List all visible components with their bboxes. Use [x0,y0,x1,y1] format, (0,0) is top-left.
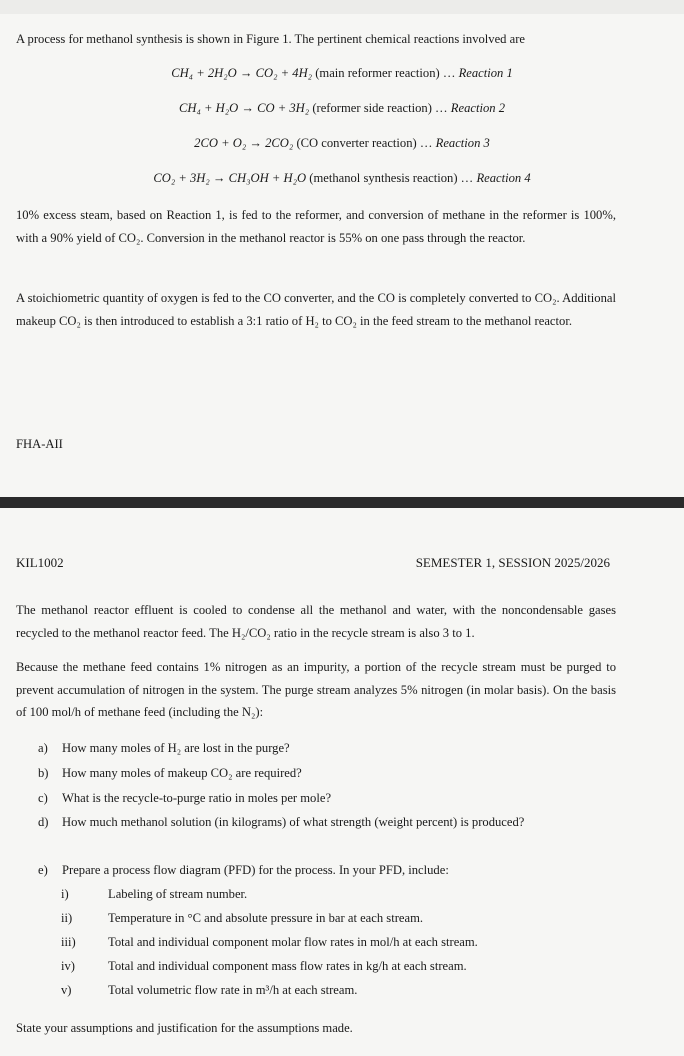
page-1 [0,0,684,497]
reaction-2 [0,101,684,116]
reaction-4-desc: (methanol synthesis reaction) … [309,171,474,185]
reaction-4-tag: Reaction 4 [476,171,531,185]
subitem-iii-text: Total and individual component molar flow rates in mol/h at each stream. [108,935,478,949]
subitem-iii-label: iii) [61,935,76,949]
subitem-i-label: i) [61,887,69,901]
reaction-2-equation: CH₄ + H₂O → CO + 3H₂ [178,101,310,115]
subitem-v-label: v) [61,983,72,997]
reaction-2-desc: (reformer side reaction) … [312,101,448,115]
page-separator [0,497,684,508]
effluent-paragraph: The methanol reactor effluent is cooled to condense all the methanol and water, with the noncondensable gases recycled to the methanol reactor feed. The H₂/CO₂ ratio in the recycle stream is also 3 to 1. [16,603,616,640]
subitem-v [61,983,357,998]
subitem-i-text: Labeling of stream number. [108,887,248,901]
subitem-iv-text: Total and individual component mass flow rates in kg/h at each stream. [108,959,467,973]
reaction-1-tag: Reaction 1 [458,66,513,80]
intro-text: A process for methanol synthesis is shown in Figure 1. The pertinent chemical reactions involved are [16,32,525,46]
subitem-ii-label: ii) [61,911,73,925]
reaction-3-tag: Reaction 3 [435,136,490,150]
reaction-3-desc: (CO converter reaction) … [296,136,433,150]
question-b-label: b) [38,766,49,780]
reaction-1 [0,66,684,81]
question-e-text: Prepare a process flow diagram (PFD) for the process. In your PFD, include: [62,863,449,877]
reaction-4-equation: CO₂ + 3H₂ → CH₃OH + H₂O [153,171,307,185]
reaction-4 [0,171,684,186]
closing-instruction: State your assumptions and justification for the assumptions made. [16,1021,353,1035]
question-b-text: How many moles of makeup CO₂ are required? [62,766,302,780]
question-d-label: d) [38,815,49,829]
question-a-label: a) [38,741,48,755]
subitem-iii [61,935,478,950]
question-d [38,815,524,830]
semester-session: SEMESTER 1, SESSION 2025/2026 [415,555,610,570]
question-c [38,791,331,806]
question-c-text: What is the recycle-to-purge ratio in moles per mole? [62,791,332,805]
question-a [38,741,290,756]
reaction-3 [0,136,684,151]
subitem-iv [61,959,467,974]
subitem-v-text: Total volumetric flow rate in m³/h at each stream. [108,983,358,997]
page-footer-code: FHA-AII [16,437,63,451]
oxygen-makeup-paragraph: A stoichiometric quantity of oxygen is fed to the CO converter, and the CO is completely converted to CO₂. Additional makeup CO₂ is then introduced to establish a 3:1 ratio of H₂ to CO₂ in the feed stream to the methanol reactor. [16,291,616,328]
question-e-label: e) [38,863,48,877]
reaction-2-tag: Reaction 2 [450,101,506,115]
subitem-ii [61,911,423,926]
subitem-iv-label: iv) [61,959,75,973]
top-band [0,0,684,14]
question-d-text: How much methanol solution (in kilograms) of what strength (weight percent) is produced? [62,815,525,829]
question-e [38,863,449,878]
question-a-text: How many moles of H₂ are lost in the purge? [62,741,290,755]
subitem-i [61,887,247,902]
reaction-1-desc: (main reformer reaction) … [315,66,456,80]
steam-conversion-paragraph: 10% excess steam, based on Reaction 1, is fed to the reformer, and conversion of methane in the reformer is 100%, with a 90% yield of CO₂. Conversion in the methanol reactor is 55% on one pass through the reactor. [16,208,616,245]
course-code: KIL1002 [16,555,64,570]
question-b [38,766,302,781]
question-c-label: c) [38,791,48,805]
purge-paragraph: Because the methane feed contains 1% nitrogen as an impurity, a portion of the recycle stream must be purged to prevent accumulation of nitrogen in the system. The purge stream analyzes 5% nitrogen (in molar basis). On the basis of 100 mol/h of methane feed (including the N₂): [16,660,616,719]
subitem-ii-text: Temperature in °C and absolute pressure in bar at each stream. [108,911,424,925]
reaction-3-equation: 2CO + O₂ → 2CO₂ [194,136,294,150]
reaction-1-equation: CH₄ + 2H₂O → CO₂ + 4H₂ [171,66,313,80]
